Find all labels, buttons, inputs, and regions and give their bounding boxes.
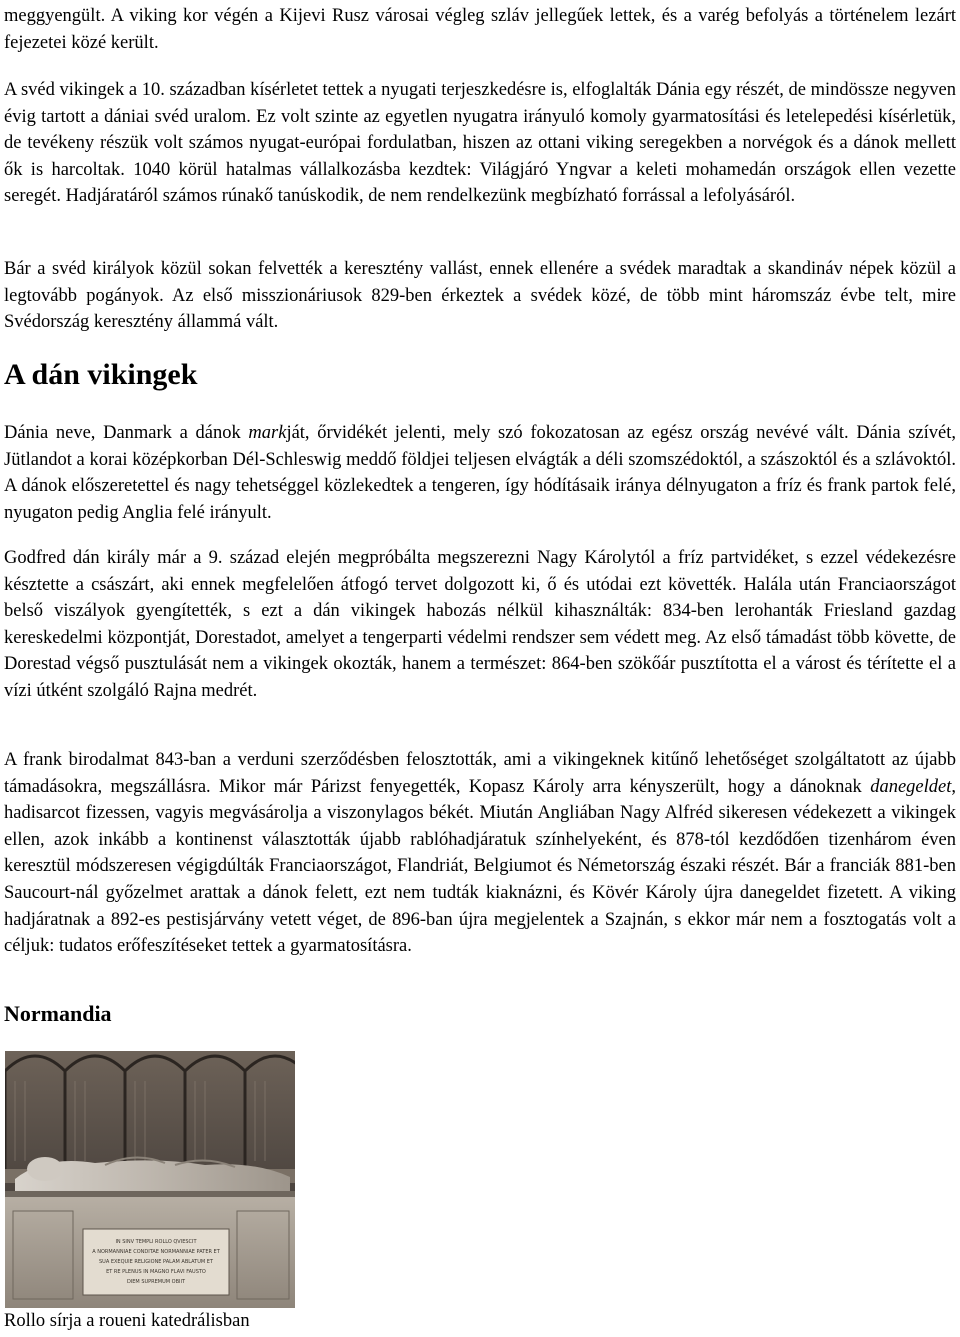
italic-term-danegeld: danegeldet: [870, 776, 952, 797]
paragraph-swedish-christianity: Bár a svéd királyok közül sokan felvették a keresztény vallást, ennek ellenére a svédek maradtak a skandináv népek közül a legtovább pogányok. Az első misszionáriusok 829-ben érkeztek a svédek közé, de több mint háromszáz évbe telt, mire Svédország keresztény állammá vált.: [4, 259, 956, 333]
rollo-tomb-photo: [5, 1051, 295, 1308]
text-run: Dánia neve, Danmark a dánok: [4, 423, 249, 443]
inscription-line: DIEM SUPREMUM OBIIT: [126, 1279, 186, 1285]
text-run: , hadisarcot fizessen, vagyis megvásárolja a viszonylagos békét. Miután Angliában Nagy Alfréd sikeresen védekezett a vikingek ellen, azok inkább a kontinenst választották újabb rablóhadjáratuk színhelyeként, és 878-tól kezdődően tizenhárom éven keresztül módszeresen végigdúlták Franciaországot, Flandriát, Belgiumot és Németország északi részét. Bár a franciák 881-ben Saucourt-nál győzelmet arattak a dánok felett, ezt nem tudták kiaknázni, és Kövér Károly újra danegeldet fizetett. A viking hadjáratnak a 892-es pestisjárvány vetett véget, de 896-ban újra megjelentek a Szajnán, s ekkor már nem a fosztogatás volt a céljuk: tudatos erőfeszítéseket tettek a gyarmatosításra.: [4, 776, 956, 957]
inscription-line: A NORMANNIAE CONDITAE NORMANNIAE PATER ET: [92, 1249, 220, 1255]
paragraph-frankish-empire: [4, 747, 956, 960]
inscription-line: SUA EXEQUIE RELIGIONE PALAM ABLATUM ET: [98, 1259, 214, 1265]
inscription-line: IN SINV TEMPLI ROLLO QVIESCIT: [115, 1239, 197, 1245]
heading-danish-vikings: A dán vikingek: [4, 358, 198, 391]
text-run: A frank birodalmat 843-ban a verduni szerződésben felosztották, ami a vikingeknek kitűnő lehetőséget szolgáltatott az újabb támadásokra, megszállásra. Mikor már Párizst fenyegették, Kopasz Károly arra kényszerült, hogy a dánoknak: [4, 750, 956, 797]
paragraph-godfred: Godfred dán király már a 9. század elején megpróbálta megszerezni Nagy Károlytól a fríz partvidéket, s ezzel védekezésre késztette a császárt, aki ennek megfelelően átfogó tervet dolgozott ki, ő és utódai ezt követték. Halála után Franciaországot belső viszályok gyengítették, s ezt a dán vikingek habozás nélkül kihasználták: 834-ben lerohanták Friesland gazdag kereskedelmi központját, Dorestadot, amelyet a tengerparti védelmi rendszer sem védett meg. Az első támadást több követte, de Dorestad végső pusztulását nem a vikingek okozták, hanem a természet: 864-ben szökőár pusztította el a várost és térítette el a vízi útként szolgáló Rajna medrét.: [4, 548, 956, 701]
paragraph-swedish-west: A svéd vikingek a 10. században kísérletet tettek a nyugati terjeszkedésre is, elfoglalták Dánia egy részét, de mindössze negyven évig tartott a dániai svéd uralom. Ez volt szinte az egyetlen nyugatra irányuló komoly gyarmatosítási és letelepedési kísérletük, de tevékeny részük volt számos nyugat-európai fordulatban, hiszen az ottani viking seregekben a norvégok és a dánok mellett ők is harcoltak. 1040 körül hatalmas vállalkozásba kezdtek: Világjáró Yngvar a keleti mohamedán országok ellen vezette seregét. Hadjáratáról számos rúnakő tanúskodik, de nem rendelkezünk megbízható forrással a lefolyásáról.: [4, 80, 956, 207]
heading-normandia: Normandia: [4, 1001, 112, 1026]
italic-term-mark: mark: [248, 423, 287, 443]
paragraph-denmark-name: [4, 420, 956, 526]
rollo-tomb-illustration: [5, 1051, 295, 1308]
paragraph-rus-end: meggyengült. A viking kor végén a Kijevi Rusz városai végleg szláv jellegűek lettek, és a varég befolyás a történelem lezárt fejezetei közé került.: [4, 6, 956, 53]
inscription-line: ET RE PLENUS IN MAGNO FLAVI FAUSTO: [106, 1269, 206, 1275]
text-run: ját, őrvidékét jelenti, mely szó fokozatosan az egész ország nevévé vált. Dánia szívét, Jütlandot a korai középkorban Dél-Schleswig meddő földjei teljesen elvágták a déli szomszédoktól, a szászoktól és a szlávoktól. A dánok előszeretettel és nagy tehetséggel közlekedtek a tengeren, így hódításaik iránya délnyugaton a fríz és frank partok felé, nyugaton pedig Anglia felé irányult.: [4, 423, 957, 523]
figure-caption: Rollo sírja a roueni katedrálisban: [4, 1311, 250, 1331]
